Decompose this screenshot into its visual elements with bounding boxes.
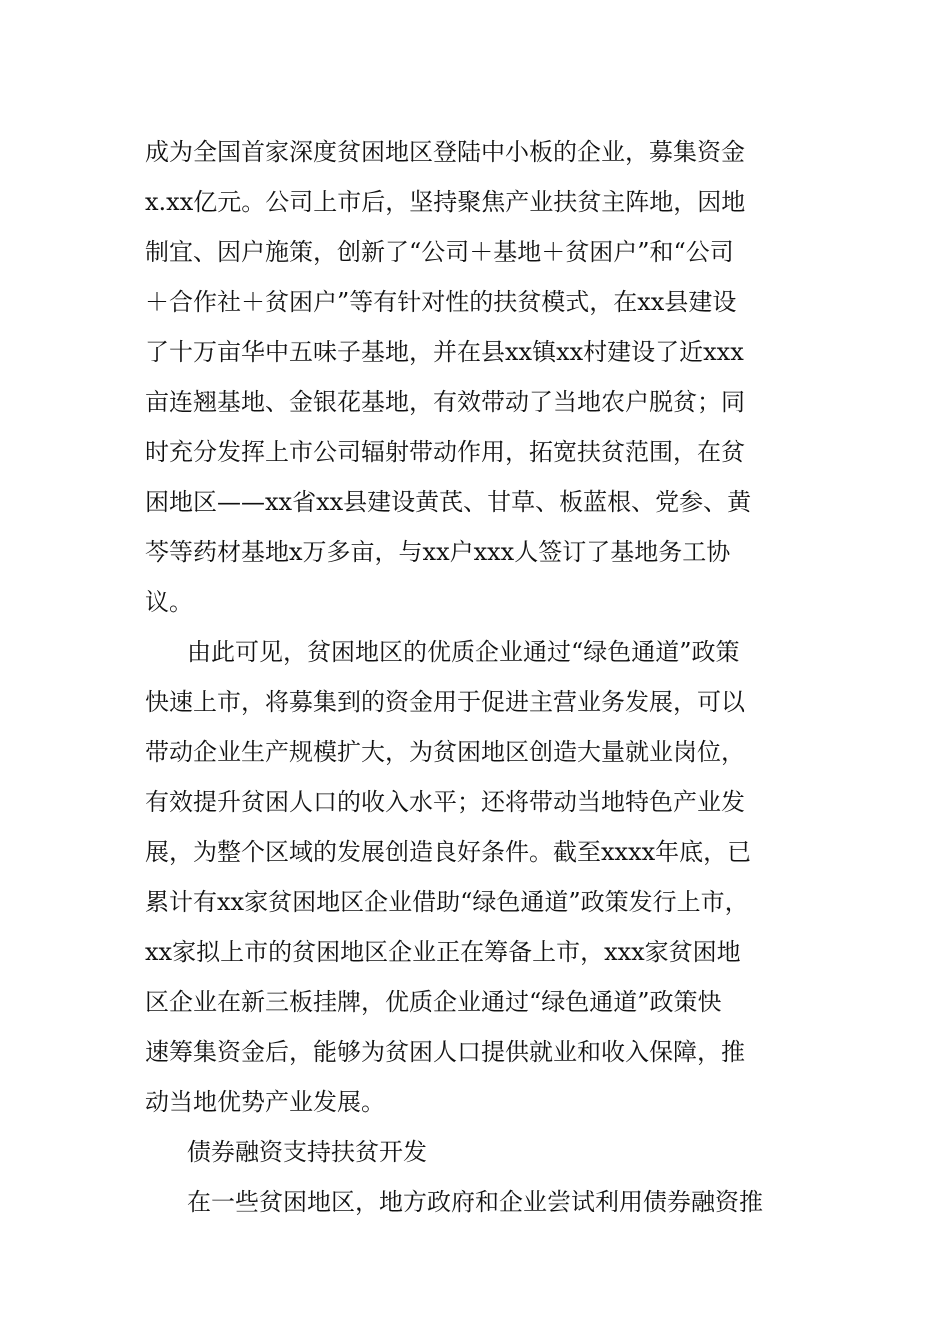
paragraph-2-line: 区企业在新三板挂牌，优质企业通过“绿色通道”政策快 xyxy=(145,988,722,1016)
paragraph-2-line: 累计有xx家贫困地区企业借助“绿色通道”政策发行上市， xyxy=(145,888,749,916)
paragraph-2-line: xx家拟上市的贫困地区企业正在筹备上市，xxx家贫困地 xyxy=(145,938,741,966)
paragraph-1-line: 议。 xyxy=(145,588,193,616)
paragraph-1-line: x.xx亿元。公司上市后，坚持聚焦产业扶贫主阵地，因地 xyxy=(145,188,746,216)
paragraph-2-line: 速筹集资金后，能够为贫困人口提供就业和收入保障，推 xyxy=(145,1038,745,1066)
paragraph-1-line: 时充分发挥上市公司辐射带动作用，拓宽扶贫范围，在贫 xyxy=(145,438,745,466)
paragraph-2-line: 动当地优势产业发展。 xyxy=(145,1088,385,1116)
document-body xyxy=(145,127,825,1227)
paragraph-1-line: 困地区——xx省xx县建设黄芪、甘草、板蓝根、党参、黄 xyxy=(145,488,752,516)
paragraph-1-line: 芩等药材基地x万多亩，与xx户xxx人签订了基地务工协 xyxy=(145,538,731,566)
paragraph-1-line: 亩连翘基地、金银花基地，有效带动了当地农户脱贫；同 xyxy=(145,388,745,416)
paragraph-2-line: 展，为整个区域的发展创造良好条件。截至xxxx年底，已 xyxy=(145,838,752,866)
paragraph-1-line: 制宜、因户施策，创新了“公司＋基地＋贫困户”和“公司 xyxy=(145,238,734,266)
section-heading: 债券融资支持扶贫开发 xyxy=(187,1138,427,1166)
paragraph-1-line: 成为全国首家深度贫困地区登陆中小板的企业，募集资金 xyxy=(145,138,745,166)
paragraph-1-line: 了十万亩华中五味子基地，并在县xx镇xx村建设了近xxx xyxy=(145,338,744,366)
paragraph-3-line: 在一些贫困地区，地方政府和企业尝试利用债券融资推 xyxy=(187,1188,763,1216)
paragraph-2-line: 有效提升贫困人口的收入水平；还将带动当地特色产业发 xyxy=(145,788,745,816)
paragraph-2-line: 由此可见，贫困地区的优质企业通过“绿色通道”政策 xyxy=(187,638,740,666)
paragraph-2-line: 带动企业生产规模扩大，为贫困地区创造大量就业岗位， xyxy=(145,738,745,766)
paragraph-2-line: 快速上市，将募集到的资金用于促进主营业务发展，可以 xyxy=(145,688,745,716)
paragraph-1-line: ＋合作社＋贫困户”等有针对性的扶贫模式，在xx县建设 xyxy=(145,288,737,316)
